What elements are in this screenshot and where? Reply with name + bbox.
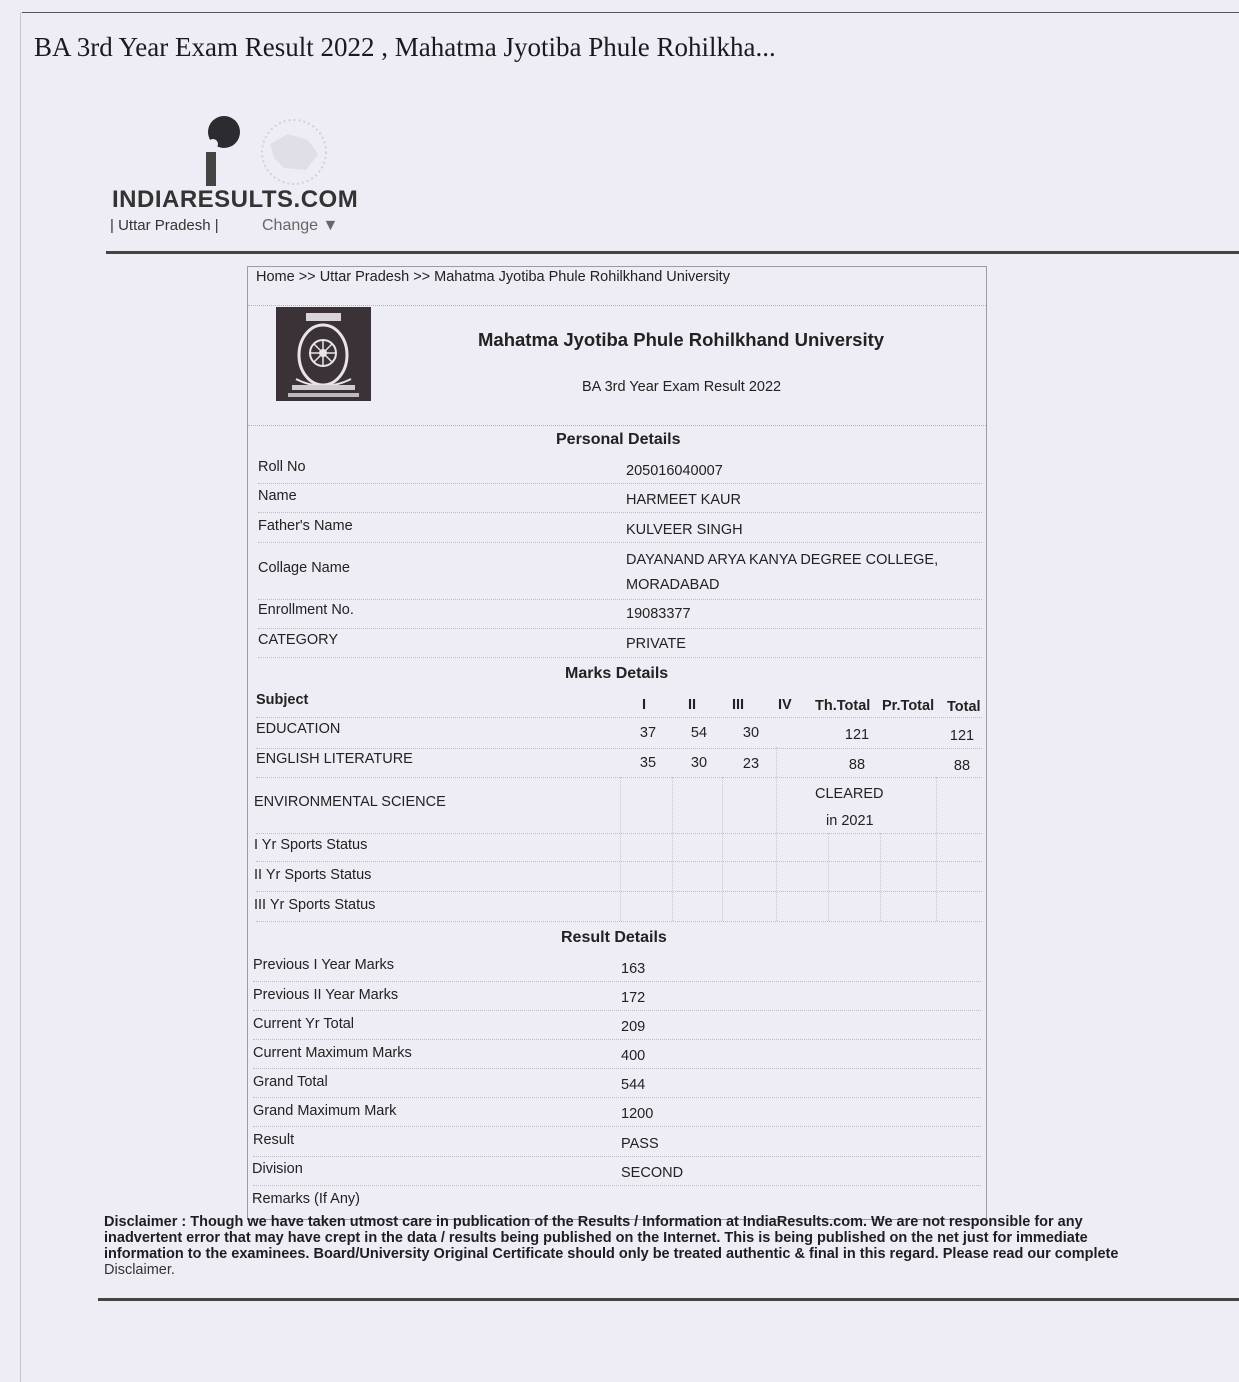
result-value: 209 <box>621 1019 646 1035</box>
column-header-iii: III <box>732 697 745 713</box>
result-status-value: PASS <box>621 1136 659 1152</box>
breadcrumb-university[interactable]: Mahatma Jyotiba Phule Rohilkhand University <box>434 269 730 285</box>
column-header-total: Total <box>947 699 981 715</box>
result-label: Grand Total <box>253 1074 328 1090</box>
father-name-value: KULVEER SINGH <box>626 522 743 538</box>
change-state-link[interactable]: Change ▼ <box>262 217 339 234</box>
header-rule <box>106 251 1239 254</box>
college-name-value-line2: MORADABAD <box>626 577 720 593</box>
column-header-th-total: Th.Total <box>815 698 871 714</box>
mark-ii: 54 <box>690 725 708 741</box>
enrollment-no-value: 19083377 <box>626 606 691 622</box>
result-label: Division <box>252 1161 303 1177</box>
column-line <box>672 777 673 921</box>
column-line <box>880 833 881 921</box>
column-header-ii: II <box>688 697 697 713</box>
divider <box>258 542 982 543</box>
divider <box>256 717 982 718</box>
divider <box>253 1097 981 1098</box>
divider <box>248 305 986 306</box>
cleared-year: in 2021 <box>826 813 874 829</box>
university-emblem-icon <box>276 307 371 401</box>
personal-details-heading: Personal Details <box>556 431 681 448</box>
sports-status-label: III Yr Sports Status <box>254 897 376 913</box>
divider <box>256 777 982 778</box>
result-label: Current Maximum Marks <box>253 1045 412 1061</box>
site-header <box>108 112 359 242</box>
column-line <box>936 777 937 921</box>
name-label: Name <box>258 488 297 504</box>
uttar-pradesh-map-icon <box>248 114 338 192</box>
indiaresults-logo-icon[interactable] <box>204 114 244 188</box>
division-value: SECOND <box>621 1165 684 1181</box>
subject-name: ENVIRONMENTAL SCIENCE <box>254 794 446 810</box>
breadcrumb <box>256 269 730 285</box>
mark-i: 35 <box>639 755 657 771</box>
divider <box>253 1068 981 1069</box>
divider <box>248 425 986 426</box>
column-line <box>776 747 777 921</box>
divider <box>256 891 982 892</box>
divider <box>253 1039 981 1040</box>
result-value: 163 <box>621 961 646 977</box>
column-header-subject: Subject <box>256 692 309 708</box>
marks-details-heading: Marks Details <box>565 665 669 682</box>
result-value: 400 <box>621 1048 646 1064</box>
total-value: 88 <box>953 758 971 774</box>
page-title: BA 3rd Year Exam Result 2022 , Mahatma Jyotiba Phule Rohilkha... <box>34 32 776 62</box>
breadcrumb-separator: >> <box>298 269 316 285</box>
divider <box>258 628 982 629</box>
divider <box>253 1010 981 1011</box>
state-label: | Uttar Pradesh | <box>110 217 219 234</box>
mark-i: 37 <box>639 725 657 741</box>
mark-iii: 23 <box>742 756 760 772</box>
divider <box>253 981 981 982</box>
result-card <box>247 266 987 1220</box>
sports-status-label: II Yr Sports Status <box>254 867 372 883</box>
column-header-iv: IV <box>778 697 792 713</box>
total-value: 121 <box>949 728 975 744</box>
divider <box>253 1126 981 1127</box>
divider <box>258 512 982 513</box>
subject-name: ENGLISH LITERATURE <box>256 751 413 767</box>
th-total-value: 121 <box>844 727 870 743</box>
th-total-value: 88 <box>848 757 866 773</box>
father-name-label: Father's Name <box>258 518 353 534</box>
result-details-heading: Result Details <box>561 929 667 946</box>
column-line <box>620 777 621 921</box>
breadcrumb-state[interactable]: Uttar Pradesh <box>319 269 410 285</box>
disclaimer <box>104 1214 1119 1278</box>
university-name: Mahatma Jyotiba Phule Rohilkhand University <box>478 329 885 350</box>
divider <box>256 748 982 749</box>
roll-no-label: Roll No <box>258 459 306 475</box>
result-value: 1200 <box>621 1106 654 1122</box>
roll-no-value: 205016040007 <box>626 463 723 479</box>
mark-ii: 30 <box>690 755 708 771</box>
subject-name: EDUCATION <box>256 721 341 737</box>
divider <box>256 861 982 862</box>
column-header-i: I <box>642 697 647 713</box>
exam-name: BA 3rd Year Exam Result 2022 <box>582 379 782 395</box>
logo-text[interactable]: INDIARESULTS.COM <box>112 186 359 213</box>
disclaimer-link[interactable]: Disclaimer. <box>104 1262 175 1278</box>
footer-rule <box>98 1298 1239 1301</box>
sports-status-label: I Yr Sports Status <box>254 837 368 853</box>
divider <box>258 657 982 658</box>
result-label: Previous I Year Marks <box>253 957 395 973</box>
result-label: Grand Maximum Mark <box>253 1103 397 1119</box>
page-edge <box>22 12 1239 13</box>
divider <box>258 599 982 600</box>
result-label: Current Yr Total <box>253 1016 355 1032</box>
page-edge-left <box>20 12 21 1382</box>
divider <box>256 833 982 834</box>
result-value: 172 <box>621 990 646 1006</box>
result-label: Previous II Year Marks <box>253 987 399 1003</box>
result-label: Remarks (If Any) <box>252 1191 360 1207</box>
breadcrumb-home[interactable]: Home <box>256 269 295 285</box>
disclaimer-text: Disclaimer : Though we have taken utmost care in publication of the Results / Information at IndiaResults.com. We are not responsible for any inadvertent error that may have crept in the data / results being published on the Internet. This is being published on the net just for immediate information to the examinees. Board/University Original Certificate should only be treated authentic & final in this regard. Please read our complete <box>104 1214 1119 1262</box>
divider <box>258 483 982 484</box>
category-label: CATEGORY <box>258 632 339 648</box>
divider <box>253 1156 981 1157</box>
college-name-value: DAYANAND ARYA KANYA DEGREE COLLEGE, <box>626 552 939 568</box>
result-label: Result <box>253 1132 295 1148</box>
column-line <box>722 777 723 921</box>
enrollment-no-label: Enrollment No. <box>258 602 354 618</box>
divider <box>253 1185 981 1186</box>
breadcrumb-separator: >> <box>413 269 431 285</box>
college-name-label: Collage Name <box>258 560 350 576</box>
name-value: HARMEET KAUR <box>626 492 741 508</box>
mark-iii: 30 <box>742 725 760 741</box>
category-value: PRIVATE <box>626 636 686 652</box>
result-value: 544 <box>621 1077 646 1093</box>
column-header-pr-total: Pr.Total <box>882 698 935 714</box>
divider <box>256 921 982 922</box>
cleared-status: CLEARED <box>815 786 884 802</box>
column-line <box>828 833 829 921</box>
